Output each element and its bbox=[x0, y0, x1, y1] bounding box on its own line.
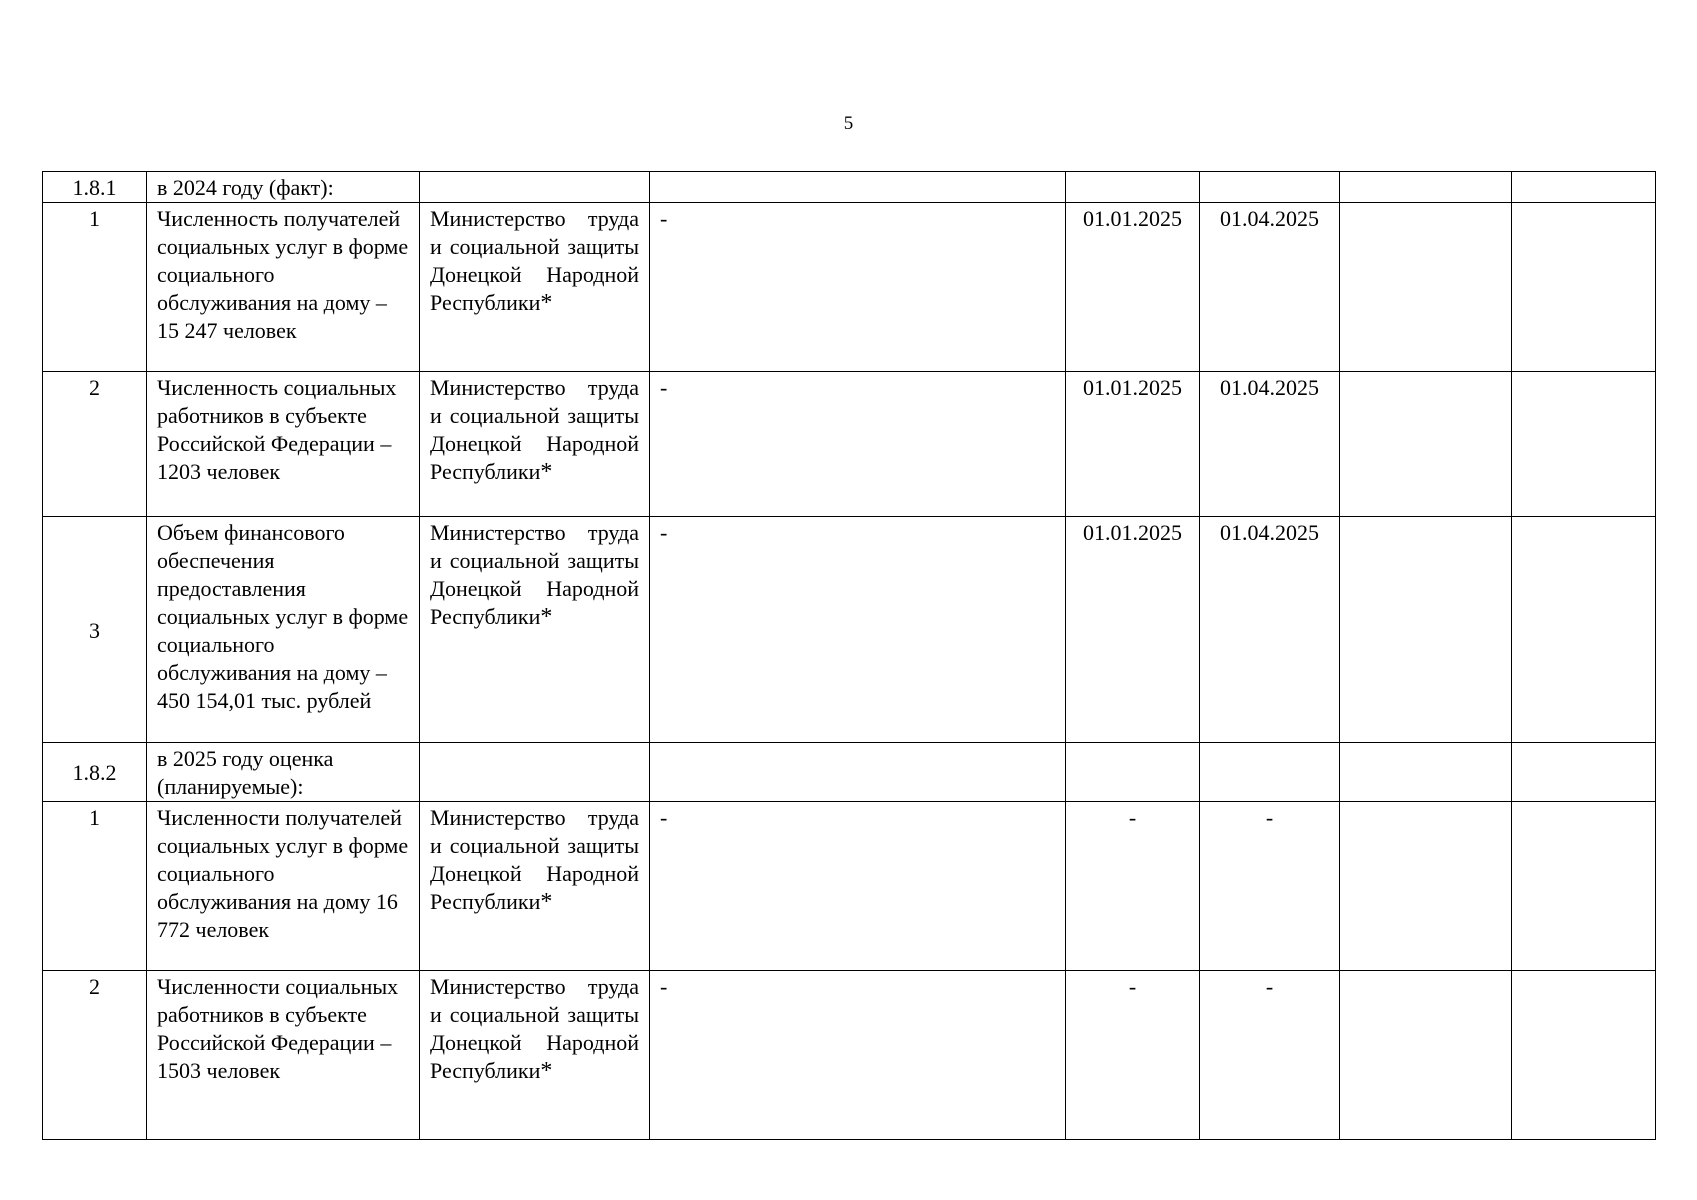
row-dash: - bbox=[650, 517, 1066, 743]
row-agency bbox=[420, 743, 650, 802]
row-dash: - bbox=[650, 802, 1066, 971]
row-agency-cell bbox=[420, 372, 650, 517]
row-number: 1 bbox=[43, 203, 147, 372]
row-date-end bbox=[1200, 172, 1340, 203]
table-row-section bbox=[43, 172, 1656, 203]
row-col7 bbox=[1340, 203, 1512, 372]
row-agency bbox=[420, 172, 650, 203]
row-date-end: - bbox=[1200, 971, 1340, 1140]
row-description: Объем финансового обеспечения предоставления социальных услуг в форме социального обслуживания на дому – 450 154,01 тыс. рублей bbox=[147, 517, 420, 743]
row-col8 bbox=[1512, 203, 1656, 372]
row-agency-cell bbox=[420, 517, 650, 743]
row-date-end: - bbox=[1200, 802, 1340, 971]
row-date-end: 01.04.2025 bbox=[1200, 372, 1340, 517]
row-agency: Министерство труда и социальной защиты Донецкой Народной Республики bbox=[430, 974, 639, 1083]
row-col8 bbox=[1512, 743, 1656, 802]
row-description: Численности социальных работников в субъекте Российской Федерации – 1503 человек bbox=[147, 971, 420, 1140]
row-date-end: 01.04.2025 bbox=[1200, 203, 1340, 372]
row-description: в 2024 году (факт): bbox=[147, 172, 420, 203]
row-number: 1.8.1 bbox=[43, 172, 147, 203]
row-date-start bbox=[1066, 743, 1200, 802]
row-date-end: 01.04.2025 bbox=[1200, 517, 1340, 743]
row-col7 bbox=[1340, 372, 1512, 517]
footnote-mark: * bbox=[540, 1058, 553, 1084]
page-number: 5 bbox=[843, 113, 854, 134]
table-row bbox=[43, 517, 1656, 743]
row-number: 2 bbox=[43, 971, 147, 1140]
footnote-mark: * bbox=[540, 889, 553, 915]
row-dash bbox=[650, 172, 1066, 203]
row-col7 bbox=[1340, 517, 1512, 743]
row-description: Численность социальных работников в субъекте Российской Федерации – 1203 человек bbox=[147, 372, 420, 517]
row-date-start: - bbox=[1066, 802, 1200, 971]
row-col8 bbox=[1512, 517, 1656, 743]
row-col8 bbox=[1512, 802, 1656, 971]
row-number: 1.8.2 bbox=[43, 743, 147, 802]
row-col7 bbox=[1340, 743, 1512, 802]
row-col7 bbox=[1340, 971, 1512, 1140]
row-agency: Министерство труда и социальной защиты Донецкой Народной Республики bbox=[430, 206, 639, 315]
row-col8 bbox=[1512, 372, 1656, 517]
row-agency: Министерство труда и социальной защиты Донецкой Народной Республики bbox=[430, 520, 639, 629]
row-number: 3 bbox=[43, 517, 147, 743]
table-row bbox=[43, 372, 1656, 517]
row-col8 bbox=[1512, 971, 1656, 1140]
row-date-end bbox=[1200, 743, 1340, 802]
row-date-start: 01.01.2025 bbox=[1066, 203, 1200, 372]
row-number: 1 bbox=[43, 802, 147, 971]
row-description: Численности получателей социальных услуг в форме социального обслуживания на дому 16 772 человек bbox=[147, 802, 420, 971]
table-row bbox=[43, 971, 1656, 1140]
row-date-start: 01.01.2025 bbox=[1066, 517, 1200, 743]
footnote-mark: * bbox=[540, 459, 553, 485]
row-description: Численность получателей социальных услуг в форме социального обслуживания на дому – 15 247 человек bbox=[147, 203, 420, 372]
row-number: 2 bbox=[43, 372, 147, 517]
row-date-start: - bbox=[1066, 971, 1200, 1140]
row-agency-cell bbox=[420, 802, 650, 971]
table-row-section bbox=[43, 743, 1656, 802]
row-date-start bbox=[1066, 172, 1200, 203]
row-description: в 2025 году оценка (планируемые): bbox=[147, 743, 420, 802]
row-agency-cell bbox=[420, 203, 650, 372]
row-col7 bbox=[1340, 802, 1512, 971]
row-col7 bbox=[1340, 172, 1512, 203]
row-agency-cell bbox=[420, 971, 650, 1140]
table-row bbox=[43, 802, 1656, 971]
row-dash: - bbox=[650, 372, 1066, 517]
row-agency: Министерство труда и социальной защиты Донецкой Народной Республики bbox=[430, 805, 639, 914]
footnote-mark: * bbox=[540, 604, 553, 630]
row-dash: - bbox=[650, 203, 1066, 372]
row-dash: - bbox=[650, 971, 1066, 1140]
row-col8 bbox=[1512, 172, 1656, 203]
measures-table bbox=[42, 171, 1656, 1140]
footnote-mark: * bbox=[540, 290, 553, 316]
row-agency: Министерство труда и социальной защиты Донецкой Народной Республики bbox=[430, 375, 639, 484]
row-dash bbox=[650, 743, 1066, 802]
row-date-start: 01.01.2025 bbox=[1066, 372, 1200, 517]
table-row bbox=[43, 203, 1656, 372]
